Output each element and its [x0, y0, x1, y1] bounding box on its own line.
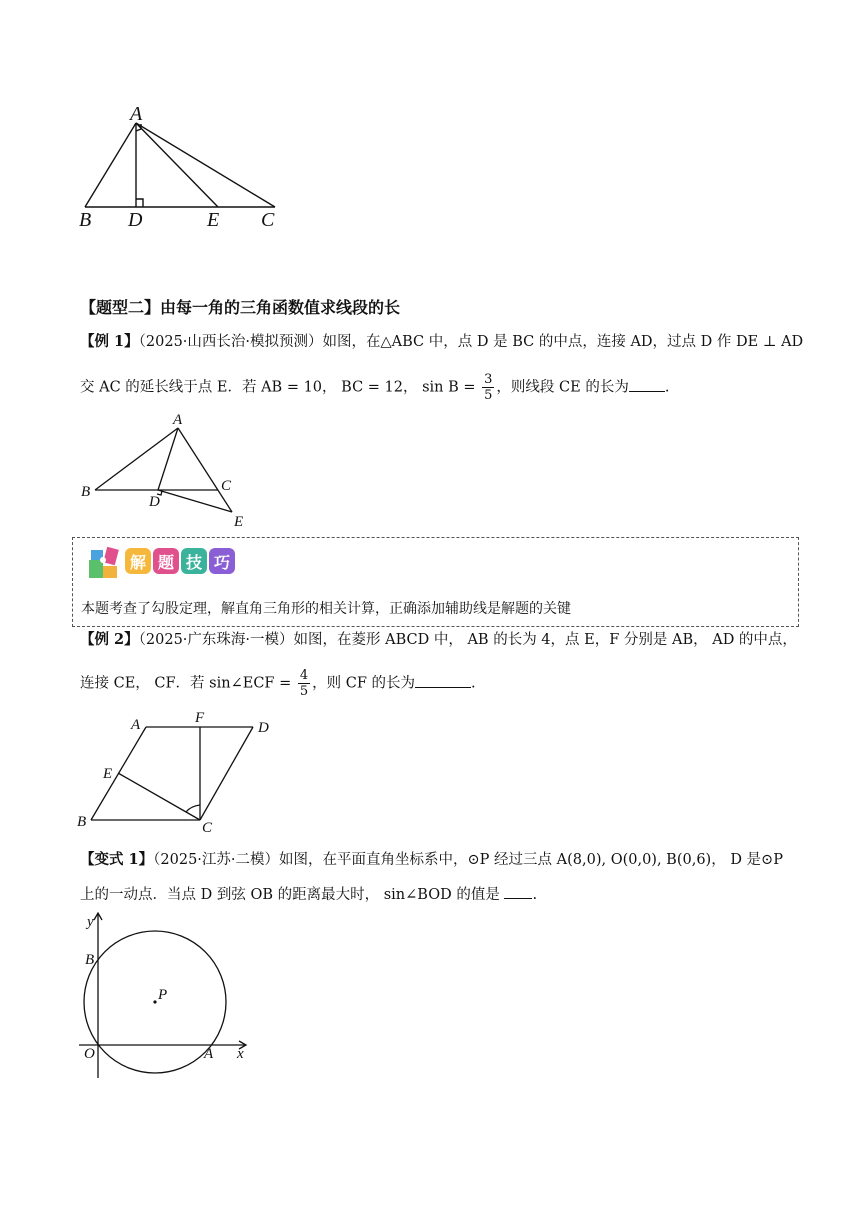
figure-example1 — [75, 408, 265, 533]
label-F: F — [195, 710, 205, 726]
fraction-numerator: 4 — [299, 668, 309, 683]
fraction-denominator: 5 — [484, 388, 493, 403]
segment-CE — [118, 773, 200, 820]
label-x: x — [237, 1046, 244, 1062]
solution-tips-badge — [125, 548, 235, 574]
segment-DC — [200, 727, 253, 820]
variant1-line1 — [80, 850, 783, 870]
example2-text3: ，则 CF 的长为 — [312, 675, 415, 692]
right-angle-mark-D — [136, 199, 143, 207]
label-O: O — [84, 1046, 95, 1062]
variant1-tag: 【变式 1】 — [80, 851, 154, 868]
example2-period: . — [471, 675, 476, 692]
tips-badge-char-1: 解 — [125, 548, 151, 574]
angle-arc-ECF — [186, 805, 200, 812]
example2-line1 — [80, 630, 797, 650]
label-B: B — [77, 814, 87, 830]
segment-AB — [85, 123, 136, 207]
label-C: C — [221, 478, 232, 494]
figure-triangle-altitude — [75, 100, 295, 235]
label-B: B — [79, 209, 92, 231]
label-E: E — [103, 766, 113, 782]
example2-text1: （2025·广东珠海·一模）如图，在菱形 ABCD 中， AB 的长为 4，点 E，F 分别是 AB， AD 的中点， — [138, 632, 797, 648]
puzzle-icon — [87, 546, 123, 580]
segment-AB — [95, 428, 178, 490]
tips-badge-char-2: 题 — [153, 548, 179, 574]
label-C: C — [202, 820, 213, 836]
variant1-line2 — [80, 885, 537, 905]
solution-tips-box — [72, 537, 799, 627]
label-A: A — [131, 717, 141, 733]
tips-badge-char-4: 巧 — [209, 548, 235, 574]
example2-line2 — [80, 668, 476, 699]
solution-tips-text: 本题考查了勾股定理，解直角三角形的相关计算，正确添加辅助线是解题的关键 — [81, 601, 571, 617]
label-y: y — [87, 914, 94, 930]
example1-fraction — [482, 372, 494, 403]
figure-rhombus — [75, 705, 285, 840]
label-A: A — [130, 103, 143, 125]
example1-line1 — [80, 332, 803, 352]
label-B: B — [85, 952, 95, 968]
variant1-period: . — [532, 887, 538, 903]
example2-tag: 【例 2】 — [80, 631, 139, 648]
example2-text2: 连接 CE， CF．若 sin∠ECF = — [80, 675, 292, 692]
answer-blank[interactable] — [504, 898, 532, 899]
label-A: A — [173, 412, 183, 428]
fraction-denominator: 5 — [299, 684, 309, 699]
fraction-numerator: 3 — [484, 372, 493, 387]
variant1-text2: 上的一动点．当点 D 到弦 OB 的距离最大时， sin∠BOD 的值是 — [80, 887, 500, 903]
label-D: D — [149, 494, 160, 510]
label-D: D — [128, 209, 143, 231]
example1-text3: ，则线段 CE 的长为 — [496, 379, 629, 396]
answer-blank[interactable] — [629, 391, 665, 392]
point-P — [153, 1000, 156, 1003]
label-A: A — [204, 1046, 214, 1062]
example2-fraction — [298, 668, 310, 699]
figure-circle-coordinate — [75, 910, 260, 1085]
example1-period: . — [664, 379, 670, 396]
label-C: C — [261, 209, 275, 231]
answer-blank[interactable] — [415, 687, 471, 688]
label-E: E — [234, 514, 244, 530]
example1-text2: 交 AC 的延长线于点 E．若 AB = 10， BC = 12， sin B = — [80, 379, 476, 396]
label-P: P — [158, 987, 168, 1003]
example1-tag: 【例 1】 — [80, 333, 139, 350]
example1-text1: （2025·山西长治·模拟预测）如图，在△ABC 中，点 D 是 BC 的中点，连接 AD，过点 D 作 DE ⊥ AD — [138, 334, 804, 350]
example1-line2 — [80, 372, 669, 403]
variant1-text1: （2025·江苏·二模）如图，在平面直角坐标系中，⊙P 经过三点 A(8,0), O(0,0), B(0,6)， D 是⊙P — [153, 852, 783, 868]
segment-AD — [158, 428, 178, 490]
label-E: E — [207, 209, 220, 231]
label-D: D — [258, 720, 269, 736]
label-B: B — [81, 484, 91, 500]
segment-AE — [178, 428, 232, 512]
section-heading: 【题型二】由每一角的三角函数值求线段的长 — [80, 298, 401, 317]
tips-badge-char-3: 技 — [181, 548, 207, 574]
